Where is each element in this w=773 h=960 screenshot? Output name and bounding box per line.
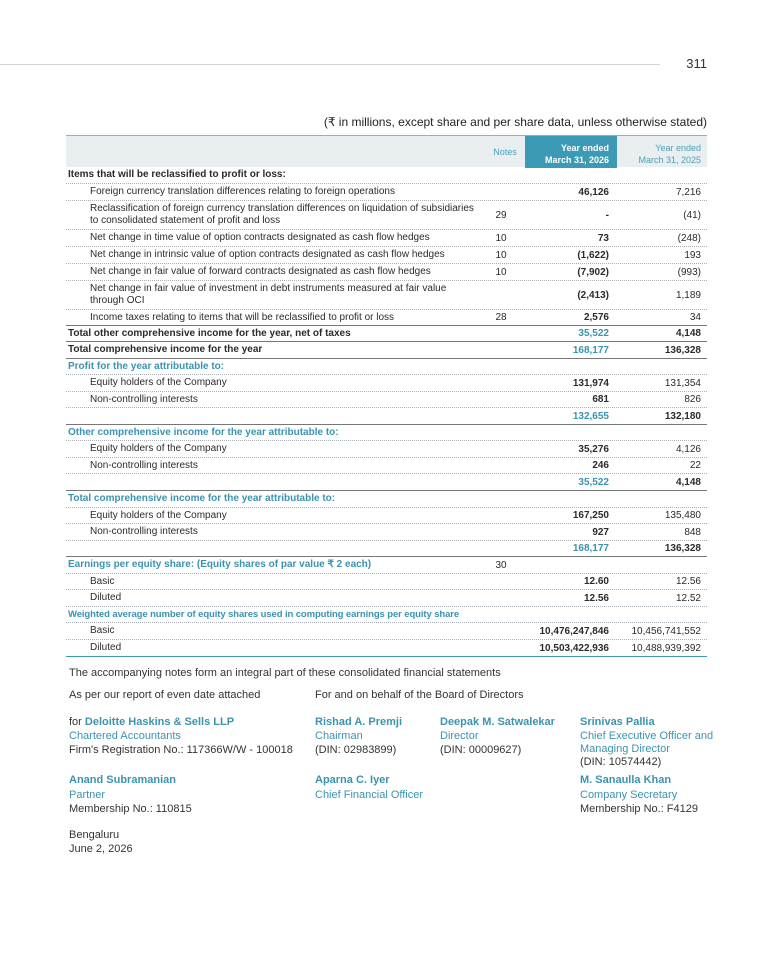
director-2-din: (DIN: 00009627) xyxy=(440,744,522,756)
row-py-value: 34 xyxy=(689,312,701,323)
report-line: As per our report of even date attached xyxy=(69,689,261,701)
row-label: Equity holders of the Company xyxy=(90,377,227,388)
director-3-block xyxy=(580,716,713,769)
row-note: 10 xyxy=(495,249,507,261)
table-row xyxy=(66,474,707,491)
row-label: Net change in fair value of investment in debt instruments measured at fair value through OCI xyxy=(90,283,447,306)
cfo-title: Chief Financial Officer xyxy=(315,789,424,801)
auditor-firm-line xyxy=(69,716,309,729)
table-row xyxy=(66,574,707,590)
units-note: (₹ in millions, except share and per share data, unless otherwise stated) xyxy=(323,115,707,129)
director-2-name: Deepak M. Satwalekar xyxy=(440,716,555,728)
row-label: Diluted xyxy=(90,592,122,603)
table-row xyxy=(66,441,707,458)
row-label: Diluted xyxy=(90,642,122,653)
row-cy-value: (2,413) xyxy=(577,289,609,301)
row-note: 29 xyxy=(495,209,507,221)
director-1-name: Rishad A. Premji xyxy=(315,716,403,728)
cfo-block xyxy=(315,774,423,802)
row-label: Profit for the year attributable to: xyxy=(68,360,225,372)
cy-header-line2: March 31, 2026 xyxy=(544,155,609,165)
row-label: Other comprehensive income for the year attributable to: xyxy=(68,426,339,438)
table-row xyxy=(66,201,707,230)
table-row xyxy=(66,524,707,541)
table-body xyxy=(66,167,707,657)
row-cy-value: 35,522 xyxy=(578,476,609,488)
table-row xyxy=(66,508,707,524)
row-label: Basic xyxy=(90,625,115,636)
director-1-title: Chairman xyxy=(315,730,363,742)
table-row xyxy=(66,590,707,607)
py-header-line1: Year ended xyxy=(655,143,701,153)
row-note: 10 xyxy=(495,266,507,278)
row-label: Net change in fair value of forward contracts designated as cash flow hedges xyxy=(90,266,431,277)
cfo-name: Aparna C. Iyer xyxy=(315,774,390,786)
row-py-value: 4,126 xyxy=(675,443,701,455)
row-note: 10 xyxy=(495,232,507,244)
current-year-header xyxy=(525,136,617,168)
cy-header-line1: Year ended xyxy=(560,143,609,153)
row-py-value: (993) xyxy=(677,266,701,278)
row-py-value: 131,354 xyxy=(664,377,701,389)
director-1-block xyxy=(315,716,402,757)
row-py-value: 22 xyxy=(689,460,701,471)
row-label: Items that will be reclassified to profit or loss: xyxy=(68,169,286,180)
row-cy-value: - xyxy=(605,209,609,221)
row-label: Net change in intrinsic value of option contracts designated as cash flow hedges xyxy=(90,249,445,260)
row-label: Equity holders of the Company xyxy=(90,443,227,454)
row-label: Foreign currency translation differences relating to foreign operations xyxy=(90,186,395,197)
row-label: Net change in time value of option contracts designated as cash flow hedges xyxy=(90,232,430,243)
partner-name: Anand Subramanian xyxy=(69,774,176,786)
table-row xyxy=(66,167,707,184)
table-row xyxy=(66,557,707,574)
row-py-value: (41) xyxy=(683,209,701,221)
table-row xyxy=(66,264,707,281)
table-row xyxy=(66,375,707,392)
notes-column-header: Notes xyxy=(493,147,517,157)
table-row xyxy=(66,640,707,657)
director-2-title: Director xyxy=(440,730,479,742)
row-py-value: 7,216 xyxy=(675,186,701,198)
table-row xyxy=(66,342,707,359)
row-label: Non-controlling interests xyxy=(90,459,198,471)
py-header-line2: March 31, 2025 xyxy=(638,155,701,165)
table-row xyxy=(66,184,707,201)
row-note: 30 xyxy=(495,559,507,571)
signing-city: Bengaluru xyxy=(69,829,120,841)
partner-block xyxy=(69,774,192,816)
table-row xyxy=(66,326,707,342)
row-cy-value: 12.56 xyxy=(583,592,609,604)
row-label: Non-controlling interests xyxy=(90,393,198,405)
table-row xyxy=(66,425,707,441)
auditor-block xyxy=(69,716,309,757)
row-cy-value: (7,902) xyxy=(577,266,609,278)
director-3-title-line2: Managing Director xyxy=(580,743,670,755)
table-row xyxy=(66,541,707,557)
row-cy-value: 2,576 xyxy=(583,312,609,323)
cs-name: M. Sanaulla Khan xyxy=(580,774,672,786)
table-row xyxy=(66,281,707,310)
table-row xyxy=(66,491,707,508)
row-label: Total comprehensive income for the year attributable to: xyxy=(68,493,336,504)
row-py-value: 132,180 xyxy=(664,410,701,422)
board-line: For and on behalf of the Board of Directors xyxy=(315,689,524,701)
table-header xyxy=(66,135,707,167)
row-py-value: 135,480 xyxy=(664,510,701,521)
row-cy-value: 927 xyxy=(592,526,609,538)
row-cy-value: 10,503,422,936 xyxy=(539,642,609,654)
cs-membership: Membership No.: F4129 xyxy=(580,803,698,815)
row-py-value: 826 xyxy=(684,394,701,405)
row-cy-value: 168,177 xyxy=(572,543,609,554)
row-label: Reclassification of foreign currency translation differences on liquidation of subsidiaries to consolidated statement of profit and loss xyxy=(90,203,474,226)
company-secretary-block xyxy=(580,774,698,816)
row-cy-value: 12.60 xyxy=(583,576,609,587)
auditor-type: Chartered Accountants xyxy=(69,730,181,742)
page-number: 311 xyxy=(686,56,707,71)
row-cy-value: 35,276 xyxy=(578,443,609,455)
place-date-block xyxy=(69,829,133,856)
table-row xyxy=(66,247,707,264)
row-label: Income taxes relating to items that will be reclassified to profit or loss xyxy=(90,311,395,323)
signing-date: June 2, 2026 xyxy=(69,843,133,855)
row-cy-value: 681 xyxy=(592,394,609,405)
row-cy-value: (1,622) xyxy=(577,249,609,261)
row-cy-value: 167,250 xyxy=(572,510,609,521)
partner-membership: Membership No.: 110815 xyxy=(69,803,192,815)
table-row xyxy=(66,607,707,623)
row-py-value: 4,148 xyxy=(675,328,701,339)
prior-year-header xyxy=(617,136,707,168)
row-cy-value: 168,177 xyxy=(572,344,609,356)
header-rule xyxy=(0,64,660,65)
row-py-value: (248) xyxy=(677,232,701,244)
row-py-value: 10,488,939,392 xyxy=(631,642,701,654)
director-3-din: (DIN: 10574442) xyxy=(580,756,662,768)
cs-title: Company Secretary xyxy=(580,789,678,801)
row-py-value: 12.52 xyxy=(675,592,701,604)
partner-title: Partner xyxy=(69,789,106,801)
row-py-value: 12.56 xyxy=(675,576,701,587)
row-label: Total comprehensive income for the year xyxy=(68,344,263,355)
auditor-firm: Deloitte Haskins & Sells LLP xyxy=(84,716,235,728)
director-3-title-line1: Chief Executive Officer and xyxy=(580,730,714,742)
row-cy-value: 10,476,247,846 xyxy=(539,625,609,637)
director-2-block xyxy=(440,716,555,757)
row-cy-value: 131,974 xyxy=(572,377,609,389)
row-cy-value: 246 xyxy=(592,460,609,471)
for-prefix: for xyxy=(69,716,85,728)
row-py-value: 193 xyxy=(684,249,701,261)
director-1-din: (DIN: 02983899) xyxy=(315,744,397,756)
table-row xyxy=(66,408,707,425)
table-row xyxy=(66,392,707,408)
row-py-value: 136,328 xyxy=(664,344,701,356)
row-label: Earnings per equity share: (Equity shares of par value ₹ 2 each) xyxy=(68,559,372,570)
row-py-value: 10,456,741,552 xyxy=(631,625,701,637)
row-py-value: 848 xyxy=(684,526,701,538)
table-row xyxy=(66,623,707,640)
row-cy-value: 46,126 xyxy=(578,186,609,198)
notes-statement: The accompanying notes form an integral part of these consolidated financial statements xyxy=(69,667,501,679)
director-3-name: Srinivas Pallia xyxy=(580,716,655,728)
row-py-value: 4,148 xyxy=(675,476,701,488)
table-row xyxy=(66,230,707,247)
row-label: Total other comprehensive income for the year, net of taxes xyxy=(68,327,351,339)
row-py-value: 136,328 xyxy=(664,543,701,554)
row-label: Basic xyxy=(90,575,115,587)
row-cy-value: 132,655 xyxy=(572,410,609,422)
row-cy-value: 35,522 xyxy=(578,328,609,339)
comprehensive-income-table xyxy=(66,135,707,657)
row-cy-value: 73 xyxy=(597,232,609,244)
table-row xyxy=(66,458,707,474)
table-row xyxy=(66,310,707,326)
row-label: Weighted average number of equity shares used in computing earnings per equity share xyxy=(68,608,460,620)
row-note: 28 xyxy=(495,312,507,323)
table-row xyxy=(66,359,707,375)
firm-registration: Firm's Registration No.: 117366W/W - 100018 xyxy=(69,744,293,756)
row-label: Equity holders of the Company xyxy=(90,509,227,521)
row-label: Non-controlling interests xyxy=(90,526,198,537)
row-py-value: 1,189 xyxy=(675,289,701,301)
